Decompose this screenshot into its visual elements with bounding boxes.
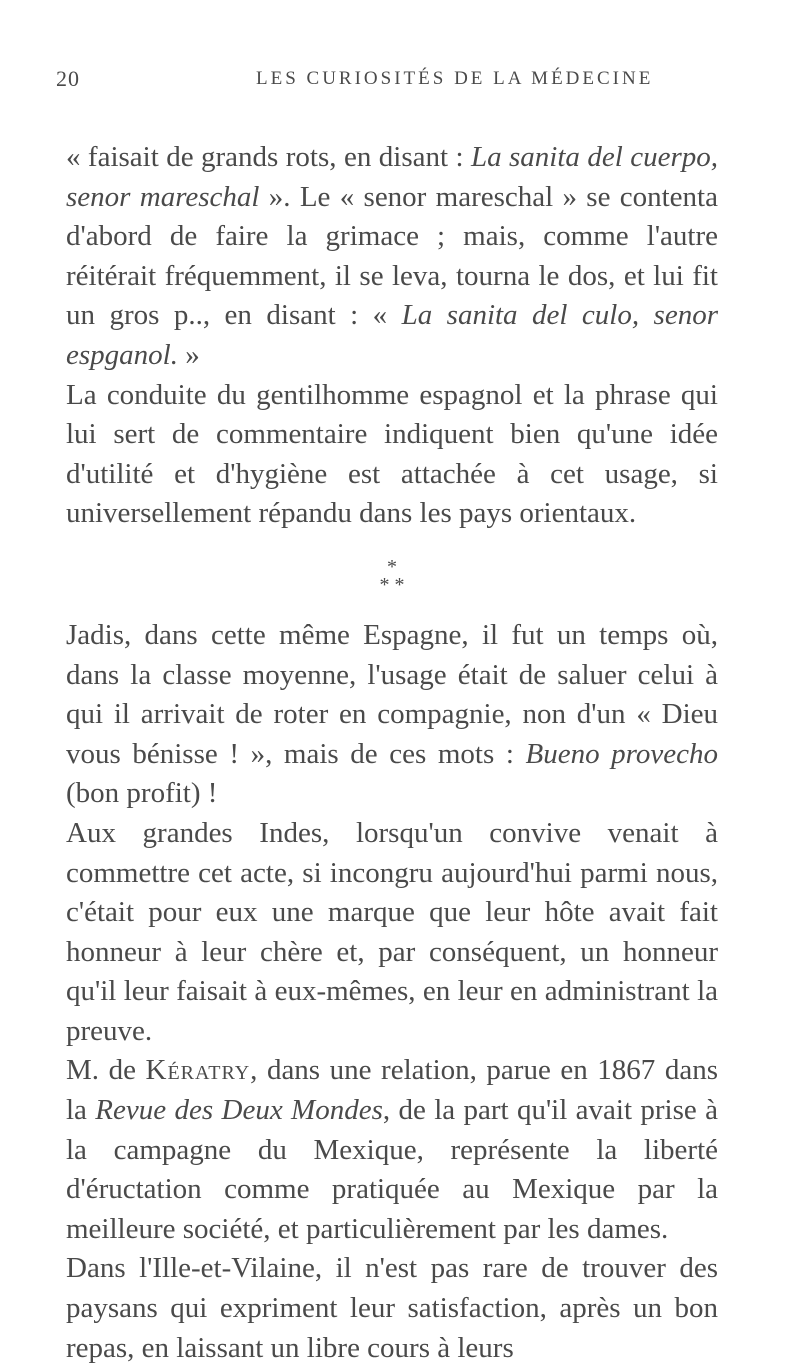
text-run: M. de — [66, 1054, 146, 1087]
page-header — [56, 66, 720, 96]
page-body — [66, 138, 718, 1368]
italic-phrase: Bueno provecho — [525, 737, 718, 770]
paragraph-5 — [66, 1051, 718, 1249]
separator-bottom-stars: * * — [379, 573, 405, 596]
paragraph-3 — [66, 616, 718, 814]
running-title: LES CURIOSITÉS DE LA MÉDECINE — [256, 68, 654, 89]
text-run: » — [177, 338, 200, 371]
author-name: Kératry — [145, 1054, 251, 1087]
separator-top-star: * — [387, 555, 397, 578]
paragraph-6: Dans l'Ille-et-Vilaine, il n'est pas rare de trouver des paysans qui expriment leur satisfaction, après un bon repas, en laissant un libre cours à leurs — [66, 1252, 718, 1364]
paragraph-4: Aux grandes Indes, lorsqu'un convive venait à commettre cet acte, si incongru aujourd'hui parmi nous, c'était pour eux une marque que leur hôte avait fait honneur à leur chère et, par conséquent, un honneur qu'il leur faisait à eux-mêmes, en leur en administrant la preuve. — [66, 816, 718, 1047]
text-run: , de la part qu'il avait prise à la campagne du Mexique, représente la liberté d'éructation comme pratiquée au Mexique par la meilleure société, et particulièrement par les dames. — [66, 1094, 718, 1245]
italic-quote: La sanita del culo, senor espganol. — [66, 299, 718, 371]
text-run: (bon profit) ! — [66, 777, 218, 810]
paragraph-1 — [66, 138, 718, 376]
italic-quote: La sanita del cuerpo, senor mareschal — [66, 141, 718, 213]
text-run: , dans une relation, parue en 1867 dans la — [66, 1054, 718, 1127]
text-run: ». Le « senor mareschal » se contenta d'abord de faire la grimace ; mais, comme l'autre réitérait fréquemment, il se leva, tourna le dos, et lui fit un gros p.., en disant : « — [66, 180, 718, 332]
journal-title: Revue des Deux Mondes — [95, 1094, 383, 1127]
text-run: « faisait de grands rots, en disant : — [66, 141, 471, 173]
page-number: 20 — [56, 66, 80, 91]
paragraph-2: La conduite du gentilhomme espagnol et la phrase qui lui sert de commentaire indiquent bien qu'une idée d'utilité et d'hygiène est attachée à cet usage, si universellement répandu dans les pays orientaux. — [66, 378, 718, 530]
text-run: Jadis, dans cette même Espagne, il fut un temps où, dans la classe moyenne, l'usage était de saluer celui à qui il arrivait de roter en compagnie, non d'un « Dieu vous bénisse ! », mais de ces mots : — [66, 618, 718, 770]
section-separator — [66, 555, 718, 596]
